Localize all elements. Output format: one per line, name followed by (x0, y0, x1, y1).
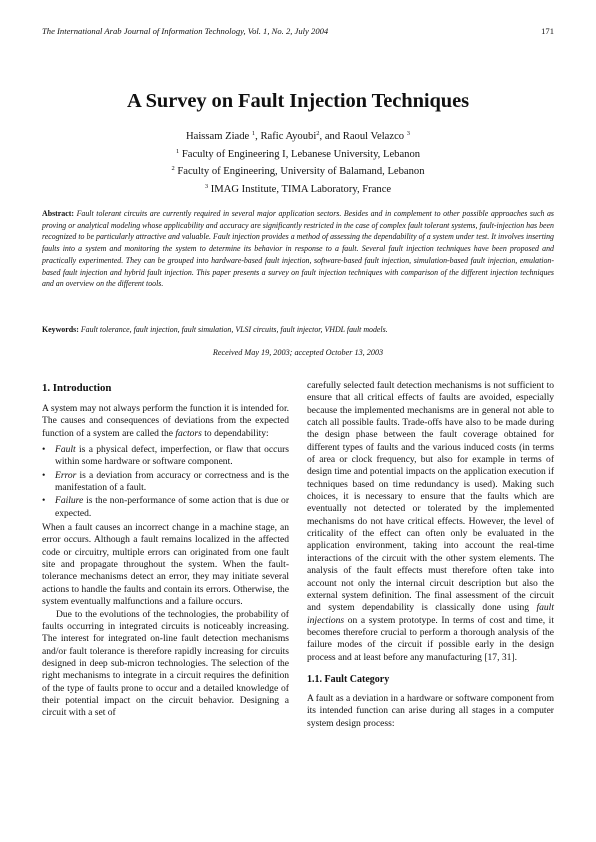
affiliation-text: Faculty of Engineering, University of Balamand, Lebanon (177, 166, 425, 178)
author-name: Raoul Velazco (342, 131, 405, 142)
paragraph (42, 403, 289, 440)
text-run: to dependability: (201, 427, 269, 439)
subsection-heading: 1.1. Fault Category (307, 673, 390, 685)
keywords (42, 324, 554, 336)
bullet-text: is the non-performance of some action that is due or expected. (55, 495, 289, 519)
paragraph: When a fault causes an incorrect change in a machine stage, an error occurs. Although a fault remains localized in the affected code or circuitry, multiple errors can originated from one fault site and propagate throughout the system. When the fault-tolerance mechanisms detect an error, they may initiate several actions to handle the faults and contain its errors. Otherwise, the system eventually malfunctions and a failure occurs. (42, 522, 289, 608)
bullet-term: Failure (55, 495, 84, 507)
paragraph: Due to the evolutions of the technologies, the probability of faults occurring in integrated circuits is noticeably increasing. The interest for integrated on-line fault detection mechanisms and/or fault tolerance is therefore rapidly increasing for circuits designed in deep sub-micron technologies. The selection of the right mechanisms to integrate in a circuit requires the definition of the type of faults prone to occur and a detailed knowledge of their potential impact on the circuit behavior. Designing a circuit with a set of (42, 608, 289, 719)
paragraph (307, 380, 554, 664)
affiliation-sup: 2 (171, 165, 175, 173)
text-run-italic: fault injections (307, 602, 554, 626)
text-run: carefully selected fault detection mechanisms is not sufficient to ensure that all critical effects of faults are avoided, especially because the implemented mechanisms are in general not able to catch all possible faults. Trade-offs have also to be made during the design phase between the fault coverage obtained for different types of faults and the various induced costs (in terms of area or clock frequency, but also for example in terms of design time and potential impacts on the application execution if techniques based on time redundancy is used). Making such choices, it is necessary to ensure that the faults which are eventually not detected or tolerated by the implemented mechanisms do not have critical effects. However, the level of criticality of the effect can often only be evaluated in the application environment, taking into account the real-time interactions of the circuit with the other system elements. The analysis of the fault effects must therefore often take into account not only the internal circuit description but also the external system definition. The final assessment of the circuit and system dependability is classically done using (307, 380, 554, 614)
text-run: A system may not always perform the function it is intended for. The causes and consequences of deviations from the expected function of a system are called the (42, 403, 289, 439)
affiliation (0, 180, 596, 198)
list-item (42, 470, 289, 495)
bullet-term: Fault (55, 444, 76, 456)
bullet-text: is a physical defect, imperfection, or flaw that occurs within some hardware or software component. (55, 444, 289, 468)
bullet-term: Error (55, 469, 77, 481)
page-number: 171 (541, 26, 554, 36)
left-column (42, 380, 289, 720)
received-dates: Received May 19, 2003; accepted October 13, 2003 (212, 348, 384, 357)
abstract (42, 208, 554, 290)
author-block (0, 127, 596, 197)
text-run: on a system prototype. In terms of cost and time, it becomes therefore crucial to perform a thorough analysis of the failure modes of the circuit if possible early in the design process and at least before any manufacturing [17, 31]. (307, 614, 554, 663)
affiliation-sup: 1 (175, 147, 180, 155)
author-name: Rafic Ayoubi (260, 131, 317, 142)
affiliation (0, 162, 596, 180)
text-run-italic: factors (175, 427, 202, 439)
bullet-list (42, 444, 289, 520)
list-item (42, 444, 289, 469)
author-name: Haissam Ziade (186, 131, 250, 142)
list-item (42, 495, 289, 520)
right-column (307, 380, 554, 730)
abstract-label: Abstract: (42, 209, 74, 218)
author-sup: 2 (316, 130, 320, 137)
paragraph: A fault as a deviation in a hardware or software component from its intended function can arise during all stages in a computer system design process: (307, 692, 554, 729)
paper-title: A Survey on Fault Injection Techniques (127, 90, 469, 112)
keywords-text: Fault tolerance, fault injection, fault simulation, VLSI circuits, fault injector, VHDL fault models. (80, 325, 388, 334)
author-separator: , (255, 131, 261, 142)
keywords-label: Keywords: (42, 325, 79, 334)
affiliation (0, 145, 596, 163)
section-heading: 1. Introduction (42, 382, 112, 394)
affiliation-sup: 3 (204, 182, 209, 190)
affiliation-text: IMAG Institute, TIMA Laboratory, France (210, 183, 392, 195)
affiliation-text: Faculty of Engineering I, Lebanese University, Lebanon (181, 148, 421, 160)
author-sup: 3 (406, 130, 410, 137)
running-header (42, 26, 554, 36)
author-names (0, 127, 596, 145)
author-sup: 1 (251, 130, 256, 137)
abstract-text: Fault tolerant circuits are currently required in several major application sectors. Besides and in complement to other possible approaches such as proving or analytical modeling whose applicability and accuracy are significantly restricted in the case of complex fault tolerant systems, fault-injection has been recognized to be particularly attractive and valuable. Fault injection provides a method of assessing the dependability of a system under test. It involves inserting faults into a system and monitoring the system to determine its behavior in response to a fault. Several fault injection techniques have been proposed and practically experimented. They can be grouped into hardware-based fault injection, software-based fault injection, simulation-based fault injection, emulation-based fault injection and hybrid fault injection. This paper presents a survey on fault injection techniques with comparison of the different injection techniques and an overview on the different tools. (42, 209, 554, 289)
journal-citation: The International Arab Journal of Information Technology, Vol. 1, No. 2, July 2004 (42, 26, 329, 36)
author-separator: , and (319, 131, 343, 142)
bullet-text: is a deviation from accuracy or correctness and is the manifestation of a fault. (55, 469, 289, 494)
